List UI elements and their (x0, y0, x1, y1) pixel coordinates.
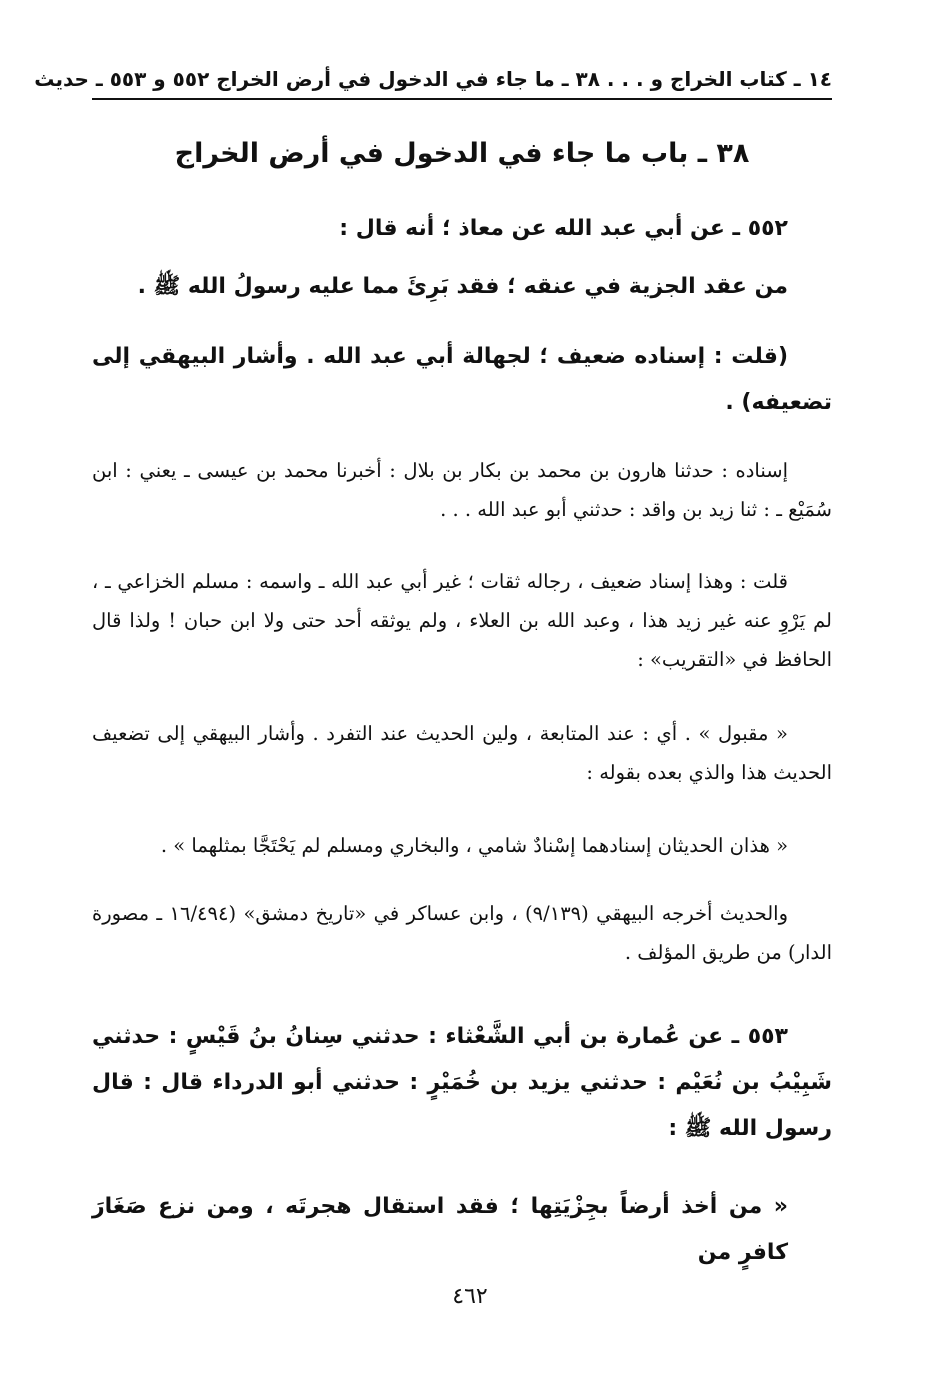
takhrij-paragraph: والحديث أخرجه البيهقي (٩/١٣٩) ، وابن عساكر في «تاريخ دمشق» (١٦/٤٩٤ ـ مصورة الدار) من طريق المؤلف . (92, 902, 832, 964)
hadith-552-ruling: (قلت : إسناده ضعيف ؛ لجهالة أبي عبد الله . وأشار البيهقي إلى تضعيفه) . (92, 344, 832, 415)
hadith-552-isnad: إسناده : حدثنا هارون بن محمد بن بكار بن بلال : أخبرنا محمد بن عيسى ـ يعني : ابن سُمَيْع ـ : ثنا زيد بن واقد : حدثني أبو عبد الله . . . (92, 459, 832, 521)
chapter-title: ٣٨ ـ باب ما جاء في الدخول في أرض الخراج (174, 138, 750, 169)
page-number: ٤٦٢ (452, 1284, 488, 1309)
hadith-552-text: من عقد الجزية في عنقه ؛ فقد بَرِئَ مما عليه رسولُ الله ﷺ . (137, 274, 788, 299)
taqrib-quote: « مقبول » . أي : عند المتابعة ، ولين الحديث عند التفرد . وأشار البيهقي إلى تضعيف الحديث هذا والذي بعده بقوله : (92, 722, 832, 784)
hadith-552-comment: قلت : وهذا إسناد ضعيف ، رجاله ثقات ؛ غير أبي عبد الله ـ واسمه : مسلم الخزاعي ـ ، لم يَرْوِ عنه غير زيد هذا ، وعبد الله بن العلاء ، ولم يوثقه أحد حتى ولا ابن حبان ! ولذا قال الحافظ في «التقريب» : (92, 570, 832, 671)
hadith-553-text: « من أخذ أرضاً بجِزْيَتِها ؛ فقد استقال هجرتَه ، ومن نزع صَغَارَ كافرٍ من (92, 1194, 788, 1265)
running-header: ١٤ ـ كتاب الخراج و . . . ٣٨ ـ ما جاء في الدخول في أرض الخراج ٥٥٢ و ٥٥٣ ـ حديث (92, 62, 832, 100)
hadith-553-intro: ٥٥٣ ـ عن عُمارة بن أبي الشَّعْثاء : حدثني سِنانُ بنُ قَيْسٍ : حدثني شَبِيْبُ بن نُعَيْم : حدثني يزيد بن خُمَيْرٍ : حدثني أبو الدرداء قال : قال رسول الله ﷺ : (92, 1024, 832, 1141)
bayhaqi-quote: « هذان الحديثان إسنادهما إسْنادٌ شامي ، والبخاري ومسلم لم يَحْتَجَّا بمثلهما » . (160, 834, 788, 857)
hadith-552-intro: ٥٥٢ ـ عن أبي عبد الله عن معاذ ؛ أنه قال : (339, 216, 788, 241)
